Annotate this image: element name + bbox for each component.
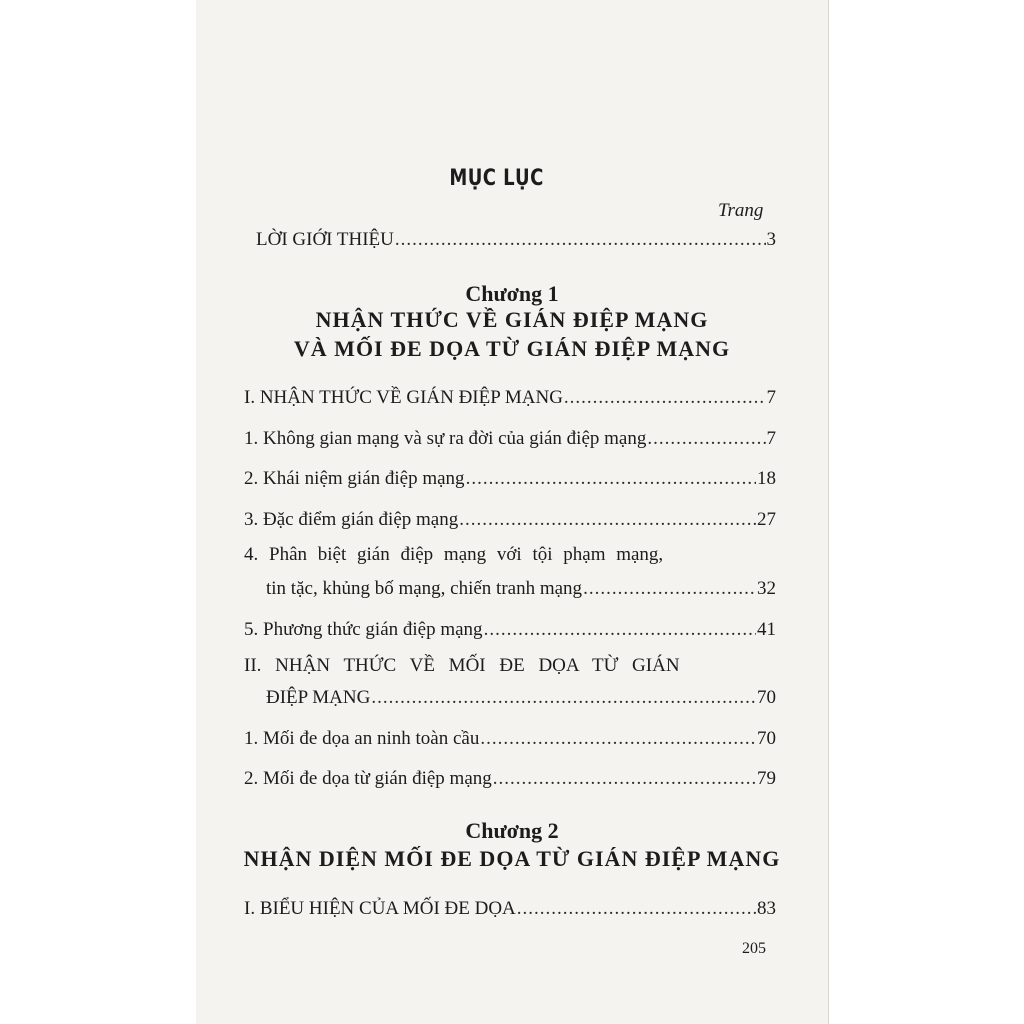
dot-leader <box>395 229 766 251</box>
dot-leader <box>493 768 756 790</box>
toc-entry <box>266 687 776 709</box>
chapter-2-number: Chương 2 <box>465 818 559 843</box>
toc-entry-label: 2. Mối đe dọa từ gián điệp mạng <box>244 768 492 789</box>
chapter-2-title: NHẬN DIỆN MỐI ĐE DỌA TỪ GIÁN ĐIỆP MẠNG <box>243 846 781 871</box>
dot-leader <box>583 578 756 600</box>
toc-entry-page: 70 <box>757 687 776 708</box>
toc-entry-label: 1. Không gian mạng và sự ra đời của gián điệp mạng <box>244 428 647 449</box>
toc-entry-label: I. NHẬN THỨC VỀ GIÁN ĐIỆP MẠNG <box>244 387 563 408</box>
dot-leader <box>371 687 756 709</box>
toc-entry <box>266 578 776 600</box>
dot-leader <box>564 387 766 409</box>
toc-entry-page: 70 <box>757 728 776 749</box>
toc-entry-intro <box>256 229 776 251</box>
toc-entry <box>244 619 776 641</box>
toc-entry <box>244 898 776 920</box>
toc-entry <box>244 728 776 750</box>
dot-leader <box>466 468 756 490</box>
toc-entry-page: 7 <box>766 387 776 408</box>
toc-entry-label: 5. Phương thức gián điệp mạng <box>244 619 483 640</box>
dot-leader <box>480 728 756 750</box>
toc-title: MỤC LỤC <box>449 166 545 191</box>
toc-entry-page: 27 <box>757 509 776 530</box>
dot-leader <box>459 509 756 531</box>
toc-entry-label-line-1: II. NHẬN THỨC VỀ MỐI ĐE DỌA TỪ GIÁN <box>244 655 680 676</box>
toc-entry-page: 7 <box>766 428 776 449</box>
page-number: 205 <box>742 940 766 957</box>
chapter-1-title-line-2: VÀ MỐI ĐE DỌA TỪ GIÁN ĐIỆP MẠNG <box>293 336 731 361</box>
toc-entry <box>244 387 776 409</box>
chapter-1-number: Chương 1 <box>465 281 559 306</box>
toc-entry <box>244 428 776 450</box>
toc-entry-label: 3. Đặc điểm gián điệp mạng <box>244 509 459 530</box>
dot-leader <box>517 898 756 920</box>
chapter-1-title-line-1: NHẬN THỨC VỀ GIÁN ĐIỆP MẠNG <box>315 307 709 332</box>
toc-entry-page: 41 <box>757 619 776 640</box>
toc-entry-label: ĐIỆP MẠNG <box>266 687 371 708</box>
dot-leader <box>484 619 756 641</box>
toc-entry-page: 32 <box>757 578 776 599</box>
toc-entry-page: 3 <box>766 229 776 250</box>
toc-entry <box>244 468 776 490</box>
toc-entry-label: 2. Khái niệm gián điệp mạng <box>244 468 465 489</box>
toc-entry-label: 1. Mối đe dọa an ninh toàn cầu <box>244 728 480 749</box>
toc-entry-label: LỜI GIỚI THIỆU <box>256 229 394 250</box>
toc-entry <box>244 509 776 531</box>
toc-entry-page: 18 <box>757 468 776 489</box>
toc-entry <box>244 768 776 790</box>
page-column-header: Trang <box>718 200 764 221</box>
toc-entry-label: tin tặc, khủng bố mạng, chiến tranh mạng <box>266 578 583 599</box>
dot-leader <box>647 428 765 450</box>
toc-entry-label-line-1: 4. Phân biệt gián điệp mạng với tội phạm mạng, <box>244 544 664 565</box>
toc-entry-label: I. BIỂU HIỆN CỦA MỐI ĐE DỌA <box>244 898 516 919</box>
toc-entry-page: 79 <box>757 768 776 789</box>
toc-entry-page: 83 <box>757 898 776 919</box>
